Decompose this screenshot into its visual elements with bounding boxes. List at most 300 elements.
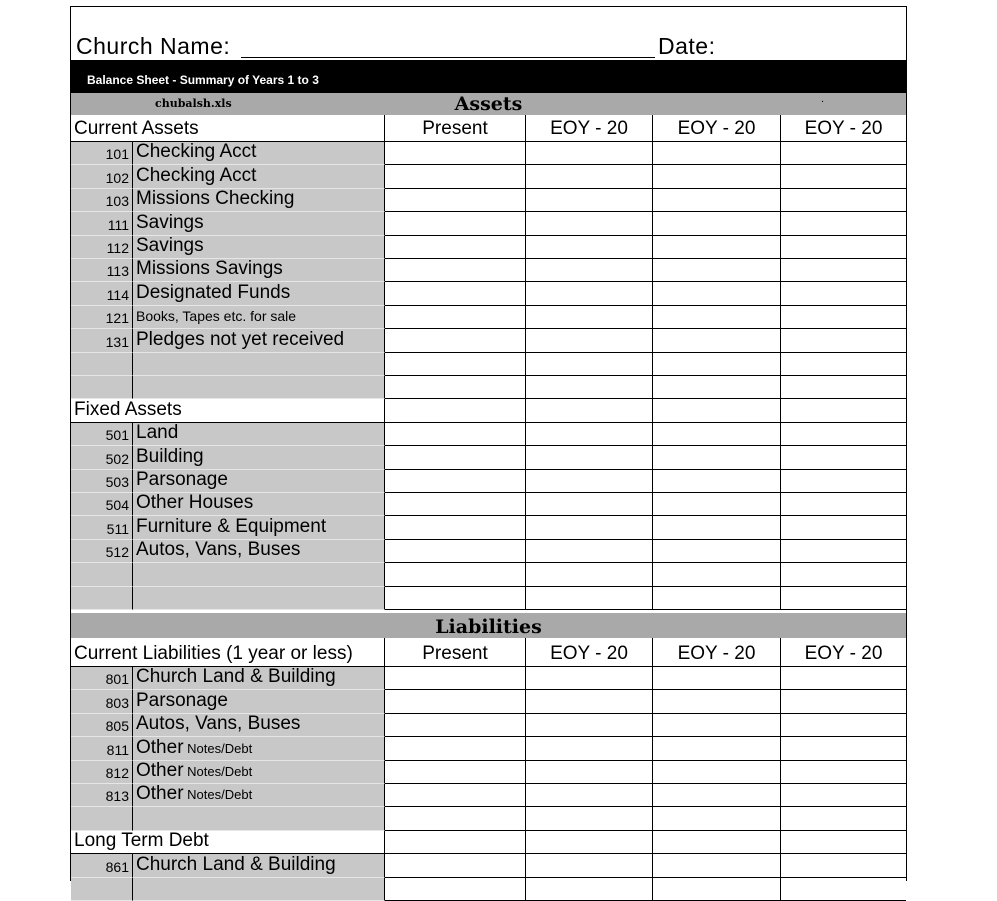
account-name — [133, 353, 385, 376]
account-number — [71, 142, 133, 165]
account-name — [133, 376, 385, 399]
value-cell[interactable] — [385, 376, 526, 399]
category-label — [71, 399, 385, 422]
account-number-text: 512 — [105, 544, 129, 561]
column-header — [653, 638, 781, 667]
account-name-main: Other — [136, 784, 184, 805]
value-cell[interactable] — [526, 376, 653, 399]
account-number — [71, 353, 133, 376]
value-cell[interactable] — [526, 189, 653, 212]
account-row — [71, 353, 906, 376]
value-cell[interactable] — [385, 399, 526, 422]
column-header-label: Present — [422, 643, 488, 664]
value-cell[interactable] — [385, 784, 526, 807]
column-header — [781, 115, 906, 142]
value-cell[interactable] — [781, 587, 906, 610]
value-cell[interactable] — [781, 329, 906, 352]
value-cell[interactable] — [653, 714, 781, 737]
account-row — [71, 282, 906, 305]
value-cell[interactable] — [653, 259, 781, 282]
account-number — [71, 714, 133, 737]
account-row — [71, 212, 906, 235]
account-name-text — [136, 737, 252, 758]
value-cell[interactable] — [526, 714, 653, 737]
category-row — [71, 638, 906, 667]
account-name — [133, 212, 385, 235]
account-name-text — [136, 282, 290, 303]
account-name — [133, 878, 385, 901]
value-cell[interactable] — [526, 690, 653, 713]
value-cell[interactable] — [781, 259, 906, 282]
value-cell[interactable] — [653, 854, 781, 877]
account-name-text — [136, 470, 228, 491]
section-header — [71, 93, 906, 115]
value-cell[interactable] — [385, 306, 526, 329]
value-cell[interactable] — [526, 165, 653, 188]
account-number-text: 113 — [106, 263, 129, 280]
account-number-text: 121 — [105, 310, 129, 327]
account-name — [133, 854, 385, 877]
value-cell[interactable] — [385, 831, 526, 854]
value-cell[interactable] — [781, 807, 906, 830]
value-cell[interactable] — [781, 540, 906, 563]
value-cell[interactable] — [526, 493, 653, 516]
value-cell[interactable] — [385, 493, 526, 516]
value-cell[interactable] — [526, 854, 653, 877]
account-name-main: Savings — [136, 235, 204, 256]
account-number — [71, 329, 133, 352]
account-row — [71, 259, 906, 282]
account-row — [71, 236, 906, 259]
value-cell[interactable] — [526, 667, 653, 690]
value-cell[interactable] — [385, 142, 526, 165]
value-cell[interactable] — [385, 690, 526, 713]
account-row — [71, 142, 906, 165]
church-name-label: Church Name: — [76, 33, 231, 59]
column-header-label: EOY - 20 — [804, 118, 883, 139]
account-name — [133, 714, 385, 737]
account-number — [71, 587, 133, 610]
account-name-text — [136, 761, 252, 782]
value-cell[interactable] — [781, 563, 906, 586]
value-cell[interactable] — [526, 423, 653, 446]
value-cell[interactable] — [385, 165, 526, 188]
value-cell[interactable] — [385, 807, 526, 830]
value-cell[interactable] — [385, 446, 526, 469]
value-cell[interactable] — [385, 878, 526, 901]
section-title: Assets — [454, 93, 523, 115]
value-cell[interactable] — [526, 399, 653, 422]
value-cell[interactable] — [781, 189, 906, 212]
account-number-text: 111 — [107, 216, 129, 233]
account-name-note: Notes/Debt — [183, 763, 253, 779]
account-number-text: 112 — [106, 239, 129, 256]
value-cell[interactable] — [526, 446, 653, 469]
value-cell[interactable] — [653, 306, 781, 329]
account-name-main: Other — [136, 737, 184, 758]
account-row — [71, 667, 906, 690]
value-cell[interactable] — [385, 516, 526, 539]
account-name-text — [136, 540, 300, 561]
category-text: Long Term Debt — [74, 830, 209, 852]
account-number-text: 511 — [106, 520, 129, 537]
value-cell[interactable] — [653, 142, 781, 165]
account-row — [71, 446, 906, 469]
value-cell[interactable] — [653, 329, 781, 352]
account-row — [71, 470, 906, 493]
value-cell[interactable] — [781, 423, 906, 446]
account-name-text — [136, 854, 336, 875]
account-number — [71, 212, 133, 235]
value-cell[interactable] — [385, 282, 526, 305]
account-number — [71, 236, 133, 259]
column-header-label: Present — [422, 118, 488, 139]
account-name-text — [136, 493, 253, 514]
value-cell[interactable] — [653, 189, 781, 212]
account-number-text: 501 — [105, 427, 129, 444]
account-row — [71, 563, 906, 586]
account-number — [71, 282, 133, 305]
account-number — [71, 878, 133, 901]
account-name-main: Parsonage — [136, 690, 228, 711]
account-number-text: 103 — [105, 193, 129, 210]
value-cell[interactable] — [385, 259, 526, 282]
account-number — [71, 540, 133, 563]
account-name-main: Autos, Vans, Buses — [136, 713, 301, 735]
value-cell[interactable] — [653, 399, 781, 422]
account-name-text — [136, 667, 336, 688]
title-bar — [71, 60, 906, 93]
account-name — [133, 236, 385, 259]
account-name — [133, 667, 385, 690]
value-cell[interactable] — [526, 563, 653, 586]
account-number — [71, 807, 133, 830]
value-cell[interactable] — [781, 714, 906, 737]
value-cell[interactable] — [526, 306, 653, 329]
value-cell[interactable] — [385, 737, 526, 760]
account-name-main: Autos, Vans, Buses — [136, 539, 301, 561]
account-row — [71, 854, 906, 877]
account-name — [133, 563, 385, 586]
account-row — [71, 516, 906, 539]
account-row — [71, 540, 906, 563]
value-cell[interactable] — [781, 306, 906, 329]
value-cell[interactable] — [653, 878, 781, 901]
account-name-text — [136, 306, 296, 327]
account-name — [133, 540, 385, 563]
value-cell[interactable] — [385, 470, 526, 493]
category-label — [71, 831, 385, 854]
value-cell[interactable] — [653, 587, 781, 610]
value-cell[interactable] — [385, 563, 526, 586]
account-name-main: Church Land & Building — [136, 854, 336, 875]
section-header — [71, 613, 906, 638]
value-cell[interactable] — [653, 236, 781, 259]
account-name — [133, 493, 385, 516]
value-cell[interactable] — [526, 587, 653, 610]
account-number-text: 101 — [105, 146, 129, 163]
value-cell[interactable] — [781, 761, 906, 784]
account-name-text — [136, 329, 344, 350]
value-cell[interactable] — [385, 329, 526, 352]
value-cell[interactable] — [653, 376, 781, 399]
value-cell[interactable] — [526, 761, 653, 784]
column-header — [385, 638, 526, 667]
account-number-text: 114 — [106, 286, 129, 303]
account-name — [133, 259, 385, 282]
account-row — [71, 761, 906, 784]
value-cell[interactable] — [385, 236, 526, 259]
value-cell[interactable] — [781, 282, 906, 305]
value-cell[interactable] — [781, 493, 906, 516]
value-cell[interactable] — [526, 831, 653, 854]
value-cell[interactable] — [526, 282, 653, 305]
value-cell[interactable] — [781, 142, 906, 165]
account-name — [133, 470, 385, 493]
account-row — [71, 329, 906, 352]
category-row — [71, 115, 906, 142]
value-cell[interactable] — [526, 236, 653, 259]
account-name-text — [136, 236, 204, 257]
account-name-main: Building — [136, 446, 204, 467]
account-number — [71, 761, 133, 784]
account-number-text: 131 — [105, 333, 129, 350]
account-name — [133, 142, 385, 165]
account-number — [71, 854, 133, 877]
account-name — [133, 446, 385, 469]
column-header-label: EOY - 20 — [550, 118, 628, 139]
value-cell[interactable] — [781, 667, 906, 690]
account-name-text — [136, 189, 294, 210]
value-cell[interactable] — [781, 470, 906, 493]
account-name-note: Notes/Debt — [183, 787, 253, 803]
account-number-text: 805 — [105, 718, 129, 735]
value-cell[interactable] — [526, 329, 653, 352]
value-cell[interactable] — [781, 516, 906, 539]
account-name-text — [136, 784, 252, 805]
category-text: Fixed Assets — [74, 398, 182, 420]
value-cell[interactable] — [781, 784, 906, 807]
account-number — [71, 423, 133, 446]
account-name-main: Pledges not yet received — [136, 329, 345, 350]
value-cell[interactable] — [781, 376, 906, 399]
value-cell[interactable] — [526, 807, 653, 830]
column-header-label: EOY - 20 — [550, 643, 628, 664]
value-cell[interactable] — [526, 878, 653, 901]
value-cell[interactable] — [653, 353, 781, 376]
account-number-text: 504 — [105, 497, 129, 514]
value-cell[interactable] — [653, 831, 781, 854]
value-cell[interactable] — [385, 587, 526, 610]
value-cell[interactable] — [526, 784, 653, 807]
value-cell[interactable] — [781, 831, 906, 854]
account-number — [71, 737, 133, 760]
value-cell[interactable] — [653, 761, 781, 784]
church-name-line — [241, 57, 655, 58]
value-cell[interactable] — [653, 737, 781, 760]
account-row — [71, 376, 906, 399]
value-cell[interactable] — [385, 353, 526, 376]
account-name-main: Land — [136, 422, 179, 444]
sheet-title: Balance Sheet - Summary of Years 1 to 3 — [87, 73, 319, 87]
account-row — [71, 737, 906, 760]
value-cell[interactable] — [781, 446, 906, 469]
value-cell[interactable] — [653, 540, 781, 563]
value-cell[interactable] — [781, 165, 906, 188]
account-number — [71, 493, 133, 516]
account-name-main: Other — [136, 760, 184, 781]
value-cell[interactable] — [781, 854, 906, 877]
account-name-main: Checking Acct — [136, 165, 257, 186]
account-row — [71, 165, 906, 188]
value-cell[interactable] — [653, 516, 781, 539]
account-number-text: 811 — [106, 741, 129, 758]
value-cell[interactable] — [526, 353, 653, 376]
account-name-text — [136, 212, 204, 233]
value-cell[interactable] — [653, 282, 781, 305]
value-cell[interactable] — [653, 667, 781, 690]
account-name — [133, 423, 385, 446]
value-cell[interactable] — [781, 236, 906, 259]
account-number — [71, 516, 133, 539]
account-row — [71, 784, 906, 807]
account-number-text: 102 — [105, 169, 129, 186]
account-name — [133, 516, 385, 539]
account-name — [133, 282, 385, 305]
value-cell[interactable] — [653, 493, 781, 516]
account-name-main: Missions Checking — [136, 188, 295, 210]
value-cell[interactable] — [526, 142, 653, 165]
column-header-label: EOY - 20 — [677, 118, 756, 139]
account-row — [71, 493, 906, 516]
account-name — [133, 761, 385, 784]
value-cell[interactable] — [653, 807, 781, 830]
account-number — [71, 470, 133, 493]
value-cell[interactable] — [781, 212, 906, 235]
value-cell[interactable] — [385, 761, 526, 784]
value-cell[interactable] — [385, 540, 526, 563]
account-name — [133, 306, 385, 329]
account-number — [71, 376, 133, 399]
value-cell[interactable] — [653, 690, 781, 713]
account-name-text — [136, 446, 204, 467]
value-cell[interactable] — [385, 189, 526, 212]
value-cell[interactable] — [385, 854, 526, 877]
account-row — [71, 878, 906, 901]
account-number — [71, 667, 133, 690]
column-header — [781, 638, 906, 667]
balance-sheet — [70, 6, 907, 881]
value-cell[interactable] — [526, 212, 653, 235]
account-number-text: 861 — [105, 858, 129, 875]
account-name — [133, 784, 385, 807]
value-cell[interactable] — [781, 737, 906, 760]
value-cell[interactable] — [653, 784, 781, 807]
account-name — [133, 329, 385, 352]
value-cell[interactable] — [526, 470, 653, 493]
value-cell[interactable] — [781, 690, 906, 713]
account-row — [71, 306, 906, 329]
account-name-text — [136, 516, 326, 537]
account-number — [71, 165, 133, 188]
value-cell[interactable] — [385, 667, 526, 690]
file-name: chubalsh.xls — [155, 97, 232, 110]
value-cell[interactable] — [653, 423, 781, 446]
value-cell[interactable] — [781, 399, 906, 422]
account-name-main: Church Land & Building — [136, 667, 336, 688]
value-cell[interactable] — [653, 212, 781, 235]
account-name-text — [136, 423, 178, 444]
account-name — [133, 737, 385, 760]
category-label — [71, 115, 385, 142]
value-cell[interactable] — [653, 446, 781, 469]
account-number — [71, 189, 133, 212]
column-header — [385, 115, 526, 142]
account-name-text — [136, 690, 228, 711]
account-name-text — [136, 259, 283, 280]
category-row — [71, 399, 906, 422]
value-cell[interactable] — [385, 423, 526, 446]
account-number — [71, 306, 133, 329]
category-text: Current Liabilities (1 year or less) — [74, 643, 353, 664]
account-name-main: Other Houses — [136, 493, 254, 514]
category-text: Current Assets — [74, 118, 199, 139]
category-label — [71, 638, 385, 667]
account-name-text — [136, 714, 300, 735]
column-header — [653, 115, 781, 142]
account-name-main: Checking Acct — [136, 142, 257, 163]
date-label: Date: — [658, 33, 716, 59]
value-cell[interactable] — [526, 737, 653, 760]
account-number — [71, 784, 133, 807]
account-name — [133, 807, 385, 830]
value-cell[interactable] — [781, 878, 906, 901]
account-row — [71, 714, 906, 737]
account-name-main: Parsonage — [136, 469, 228, 490]
value-cell[interactable] — [526, 259, 653, 282]
account-name-note: Notes/Debt — [183, 740, 253, 756]
account-row — [71, 587, 906, 610]
account-number-text: 502 — [105, 450, 129, 467]
account-number — [71, 690, 133, 713]
account-name-text — [136, 165, 256, 186]
account-number-text: 503 — [105, 473, 129, 490]
value-cell[interactable] — [526, 540, 653, 563]
value-cell[interactable] — [653, 563, 781, 586]
column-header — [526, 638, 653, 667]
value-cell[interactable] — [653, 470, 781, 493]
value-cell[interactable] — [526, 516, 653, 539]
dot-mark: . — [821, 93, 825, 105]
account-number-text: 803 — [105, 694, 129, 711]
value-cell[interactable] — [781, 353, 906, 376]
value-cell[interactable] — [385, 212, 526, 235]
account-name — [133, 690, 385, 713]
value-cell[interactable] — [653, 165, 781, 188]
account-name — [133, 587, 385, 610]
account-number — [71, 259, 133, 282]
account-row — [71, 807, 906, 830]
value-cell[interactable] — [385, 714, 526, 737]
category-row — [71, 831, 906, 854]
column-header-label: EOY - 20 — [804, 643, 883, 664]
column-header — [526, 115, 653, 142]
account-number-text: 813 — [105, 788, 129, 805]
account-name-main: Missions Savings — [136, 259, 283, 280]
account-name-main: Books, Tapes etc. for sale — [136, 308, 297, 325]
account-name-text — [136, 142, 256, 163]
account-number-text: 801 — [105, 671, 129, 688]
